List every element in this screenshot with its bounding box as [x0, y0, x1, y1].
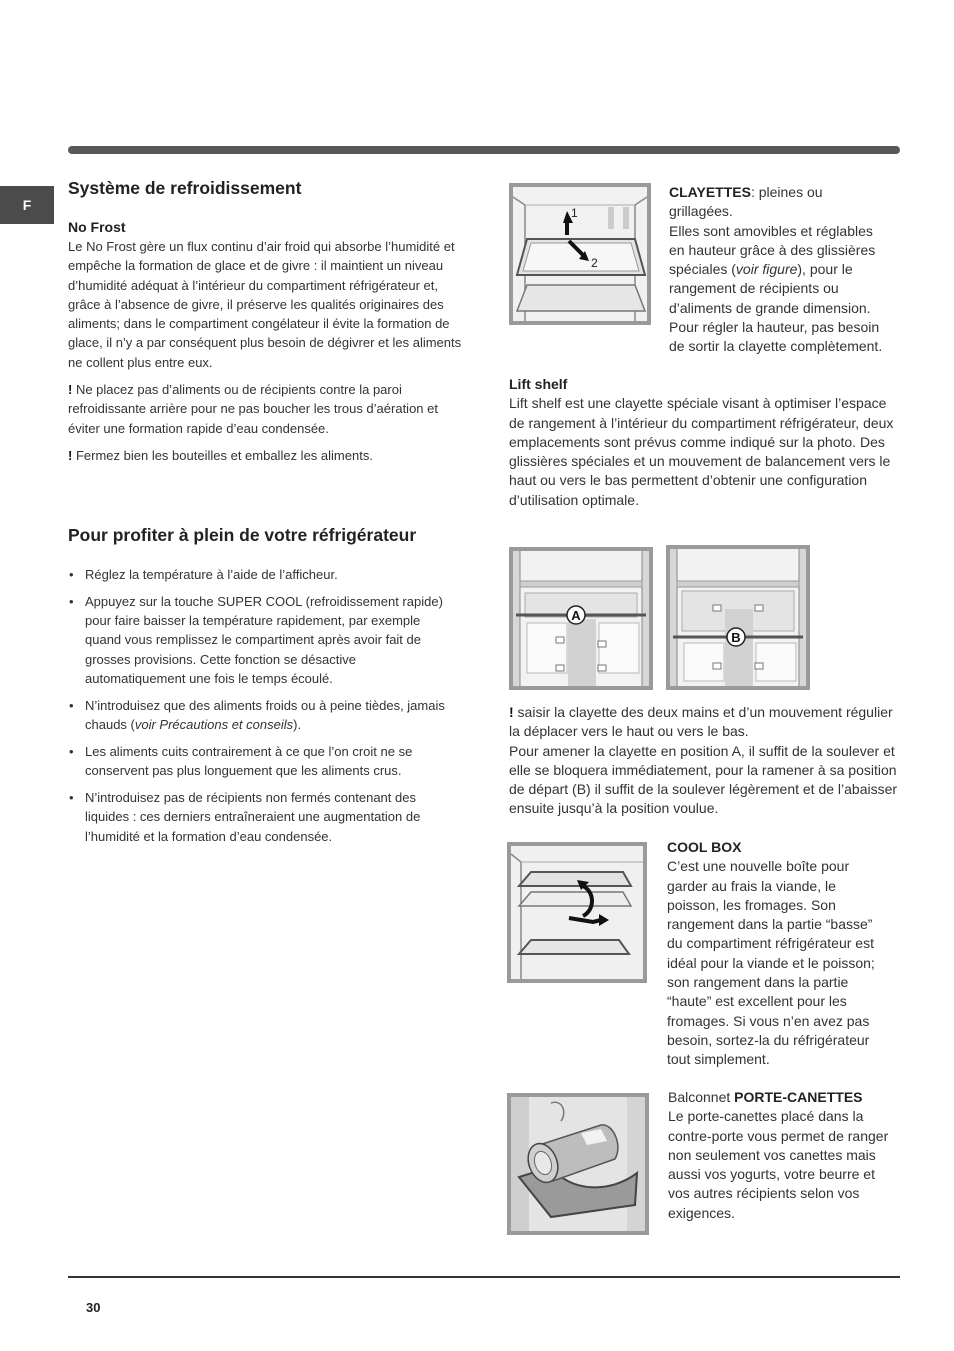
warning-mark: ! [509, 704, 514, 720]
top-rule [68, 146, 900, 154]
warning-mark: ! [68, 382, 73, 398]
warning-2 [68, 446, 463, 465]
tips-list-container [68, 565, 460, 853]
lift-shelf-position-b-illustration [666, 545, 810, 690]
clayettes-block [669, 183, 909, 357]
cool-box-line: idéal pour la viande et le poisson; [667, 954, 875, 971]
cool-box-line: tout simplement. [667, 1051, 770, 1068]
list-item-text: N’introduisez pas de récipients non fermés contenant des liquides : ces derniers entraîneraient une augmentation de l’humidité et la formation d’eau condensée. [85, 789, 421, 844]
language-tab: F [0, 186, 54, 224]
clayettes-line: grillagées. [669, 203, 733, 220]
clayettes-text: spéciales ( [669, 261, 736, 278]
cool-box-block [667, 838, 907, 1070]
list-item-text: Réglez la température à l’aide de l’afficheur. [85, 567, 338, 582]
lift-shelf-text: Lift shelf est une clayette spéciale visant à optimiser l’espace de rangement à l’intérieur du compartiment réfrigérateur, deux emplacements sont prévus comme indiqué sur la photo. Des glissières spéciales et un mouvement de balancement vers le haut ou vers le bas permettent d’obtenir une configuration d’utilisation optimale. [509, 395, 894, 508]
clayettes-line: en hauteur grâce à des glissières [669, 241, 876, 258]
list-item [68, 696, 460, 735]
clayettes-line: Pour régler la hauteur, pas besoin [669, 319, 880, 336]
shelf-drawing [513, 187, 647, 321]
position-a-label: A [571, 608, 581, 623]
fig-label-1: 1 [571, 206, 578, 220]
cool-box-line: fromages. Si vous n’en avez pas [667, 1012, 870, 1029]
can-holder-line: exigences. [668, 1204, 735, 1221]
cool-box-line: du compartiment réfrigérateur est [667, 935, 874, 952]
clayettes-title: CLAYETTES [669, 184, 751, 200]
can-holder-heading [668, 1088, 908, 1107]
lift-position-text: Pour amener la clayette en position A, il suffit de la soulever et elle se bloquera immédiatement, pour la ramener à sa position de départ (B) il suffit de la soulever légèrement et de l’abaisser ensuite jusqu’à la position voulue. [509, 742, 898, 817]
cool-box-title: COOL BOX [667, 839, 742, 855]
cool-box-line: poisson, les fromages. Son [667, 896, 836, 913]
list-item-text: Les aliments cuits contrairement à ce que l’on croit ne se conservent pas plus longuement que les aliments crus. [85, 743, 413, 779]
cool-box-line: son rangement dans la partie [667, 974, 849, 991]
cool-box-line: C’est une nouvelle boîte pour [667, 858, 850, 875]
left-column [68, 178, 463, 465]
clayettes-text: : pleines ou [750, 184, 823, 200]
lift-shelf-a-drawing [513, 551, 649, 686]
cool-box-line: “haute” est excellent pour les [667, 993, 847, 1010]
position-b-label: B [731, 630, 741, 645]
cool-box-illustration [507, 842, 647, 983]
list-item [68, 592, 460, 688]
clayettes-text: ), pour le [797, 261, 853, 278]
bullet-dot: • [69, 743, 74, 759]
bullet-dot: • [69, 567, 74, 582]
fig-label-2: 2 [591, 256, 598, 270]
nofrost-title: No Frost [68, 219, 126, 235]
clayettes-line: d’aliments de grande dimension. [669, 299, 871, 316]
list-item [68, 565, 460, 584]
clayettes-line [669, 260, 909, 279]
can-holder-line: contre-porte vous permet de ranger [668, 1127, 889, 1144]
list-item-text: ). [293, 717, 302, 733]
bottom-rule [68, 1276, 900, 1278]
can-holder-drawing [511, 1097, 645, 1231]
list-item [68, 742, 460, 781]
shelf-illustration [509, 183, 651, 325]
list-item-link-text: voir Précautions et conseils [134, 717, 294, 733]
clayettes-line [669, 183, 909, 202]
left-column-2 [68, 525, 463, 546]
cool-box-line: rangement dans la partie “basse” [667, 916, 873, 933]
lift-shelf-position-a-illustration [509, 547, 653, 690]
can-holder-prefix: Balconnet [668, 1089, 735, 1105]
bullet-dot: • [69, 697, 74, 713]
can-holder-line: aussi vos yogurts, votre beurre et [668, 1166, 875, 1183]
bullet-dot: • [69, 789, 74, 805]
can-holder-block [668, 1088, 908, 1223]
can-holder-title: PORTE-CANETTES [734, 1089, 863, 1105]
bullet-dot: • [69, 593, 74, 609]
section-title-cooling: Système de refroidissement [68, 178, 302, 198]
can-holder-line: non seulement vos canettes mais [668, 1146, 876, 1163]
section-title-usage: Pour profiter à plein de votre réfrigérateur [68, 525, 417, 545]
lift-warning [509, 703, 905, 742]
lift-shelf-b-drawing [670, 549, 806, 686]
warning-1-text: Ne placez pas d’aliments ou de récipients contre la paroi refroidissante arrière pour ne pas boucher les trous d’aération et éviter une formation rapide d’eau condensée. [68, 382, 438, 436]
page-number: 30 [86, 1300, 101, 1315]
lift-warning-text: saisir la clayette des deux mains et d’un mouvement régulier la déplacer vers le haut ou vers le bas. [509, 704, 893, 740]
warning-1 [68, 380, 463, 438]
warning-2-text: Fermez bien les bouteilles et emballez les aliments. [72, 447, 373, 463]
list-item-text: N’introduisez que des aliments froids ou à peine tièdes, jamais chauds ( [85, 697, 445, 733]
tips-list [68, 565, 460, 846]
list-item [68, 788, 460, 846]
can-holder-line: Le porte-canettes placé dans la [668, 1108, 864, 1125]
cool-box-drawing [511, 846, 643, 979]
clayettes-figure-ref: voir figure [735, 261, 798, 278]
cool-box-line: besoin, sortez-la du réfrigérateur [667, 1031, 870, 1048]
lift-shelf-block [509, 375, 901, 510]
nofrost-text: Le No Frost gère un flux continu d’air froid qui absorbe l’humidité et empêche la formation de glace et de givre : il maintient un niveau d’humidité adéquat à l’intérieur du compartiment réfrigérateur et, grâce à l’absence de givre, il préserve les qualités originaires des aliments; dans le compartiment congélateur il évite la formation de glace, il n’y a par conséquent plus besoin de dégivrer et les aliments ne collent plus entre eux. [68, 239, 462, 370]
lift-shelf-instructions [509, 703, 905, 819]
clayettes-line: rangement de récipients ou [669, 280, 839, 297]
clayettes-line: de sortir la clayette complètement. [669, 338, 883, 355]
can-holder-illustration [507, 1093, 649, 1235]
lift-shelf-title: Lift shelf [509, 376, 568, 392]
list-item-text: Appuyez sur la touche SUPER COOL (refroidissement rapide) pour faire baisser la température rapidement, par exemple quand vous remplissez le compartiment après avoir fait de grosses provisions. Cette fonction se désactive automatiquement une fois le temps écoulé. [85, 593, 443, 686]
clayettes-line: Elles sont amovibles et réglables [669, 222, 873, 239]
can-holder-line: vos autres récipients selon vos [668, 1185, 860, 1202]
cool-box-line: garder au frais la viande, le [667, 877, 836, 894]
warning-mark: ! [68, 447, 73, 463]
